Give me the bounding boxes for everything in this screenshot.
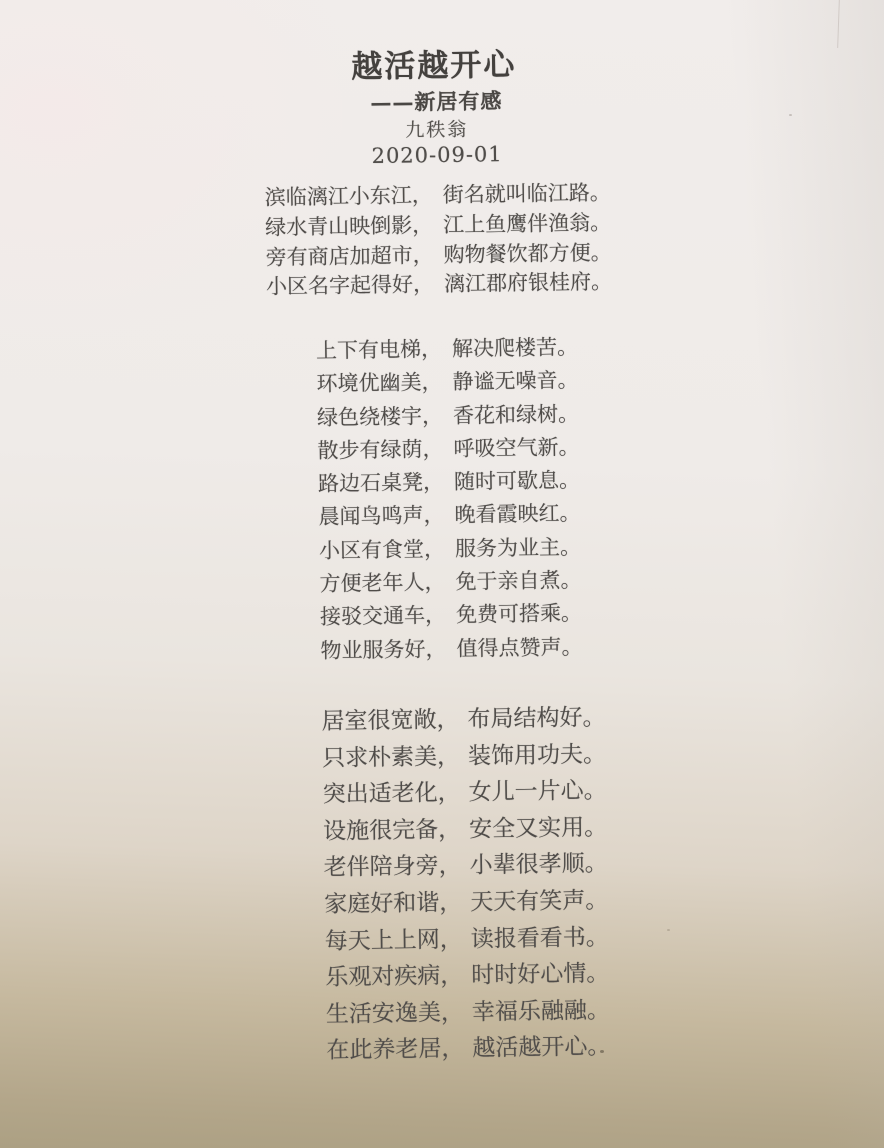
verse-line — [320, 631, 582, 668]
verse-right: 漓江郡府银桂府。 — [443, 269, 613, 297]
verse-left: 路边石桌凳， — [317, 470, 445, 497]
verse-right: 时时好心情。 — [471, 960, 610, 989]
verse-line — [316, 331, 578, 368]
verse-right: 读报看看书。 — [470, 924, 609, 953]
verse-right: 静谧无噪音。 — [452, 368, 579, 395]
verse-right: 越活越开心。 — [472, 1033, 611, 1062]
verse-line — [326, 992, 611, 1033]
verse-left: 散步有绿荫， — [317, 436, 444, 463]
verse-line — [318, 464, 580, 501]
verse-right: 呼吸空气新。 — [453, 434, 580, 461]
verse-left: 绿色绕楼宇， — [316, 403, 444, 430]
poem-date: 2020-09-01 — [371, 142, 503, 169]
verse-right: 值得点赞声。 — [456, 634, 583, 661]
verse-left: 小区名字起得好， — [265, 272, 435, 299]
verse-left: 物业服务好， — [320, 636, 447, 663]
verse-left: 上下有电梯， — [315, 336, 443, 363]
verse-right: 安全又实用。 — [468, 814, 608, 843]
verse-left: 接驳交通车， — [319, 603, 447, 630]
verse-left: 家庭好和谐， — [324, 889, 463, 918]
verse-right: 天天有笑声。 — [470, 887, 609, 916]
verse-left: 老伴陪身旁， — [323, 853, 462, 882]
verse-right: 女儿一片心。 — [468, 777, 607, 806]
verse-right: 幸福乐融融。 — [471, 997, 611, 1026]
verse-left: 在此养老居， — [326, 1036, 465, 1065]
verse-right: 香花和绿树。 — [452, 401, 580, 428]
verse-line — [318, 497, 580, 534]
poem-title: 越活越开心 — [351, 46, 517, 86]
verse-line — [320, 597, 582, 634]
verse-left: 只求朴素美， — [321, 743, 461, 772]
verse-right: 随时可歇息。 — [453, 468, 581, 495]
stanza-2 — [316, 331, 583, 668]
verse-right: 装饰用功夫。 — [467, 741, 607, 770]
verse-left: 旁有商店加超市， — [265, 242, 434, 270]
verse-right: 购物餐饮都方便。 — [443, 240, 612, 267]
verse-right: 小辈很孝顺。 — [469, 850, 608, 880]
verse-left: 环境优幽美， — [316, 370, 443, 397]
verse-left: 滨临漓江小东江， — [264, 183, 433, 210]
verse-line — [323, 846, 608, 887]
verse-left: 小区有食堂， — [318, 536, 446, 563]
verse-left: 设施很完备， — [322, 816, 462, 845]
verse-left: 方便老年人， — [319, 570, 446, 596]
verse-line — [319, 564, 581, 601]
verse-line — [317, 398, 579, 435]
verse-line — [323, 809, 608, 850]
poem-subtitle: ——新居有感 — [370, 88, 503, 116]
verse-left: 居室很宽敞， — [321, 706, 460, 735]
verse-line — [324, 883, 609, 924]
verse-line — [326, 1029, 611, 1070]
verse-line — [321, 700, 606, 741]
verse-line — [319, 531, 581, 568]
verse-right: 服务为业主。 — [454, 534, 582, 561]
verse-line — [316, 364, 578, 401]
verse-left: 绿水青山映倒影， — [265, 212, 434, 240]
verse-right: 解决爬楼苦。 — [451, 334, 579, 361]
verse-right: 晚看霞映红。 — [454, 501, 581, 528]
verse-line — [325, 956, 610, 997]
verse-right: 街名就叫临江路。 — [442, 180, 611, 207]
verse-right: 免于亲自煮。 — [455, 568, 582, 594]
verse-line — [266, 268, 612, 303]
verse-line — [325, 919, 610, 960]
verse-right: 布局结构好。 — [467, 704, 606, 733]
verse-left: 晨闻鸟鸣声， — [318, 503, 445, 530]
verse-right: 江上鱼鹰伴渔翁。 — [443, 210, 612, 237]
verse-left: 乐观对疾病， — [325, 962, 464, 991]
verse-left: 每天上上网， — [324, 926, 463, 955]
stanza-3 — [321, 700, 610, 1070]
verse-right: 免费可搭乘。 — [455, 601, 583, 628]
verse-left: 突出适老化， — [322, 779, 461, 808]
verse-line — [322, 736, 607, 777]
stanza-1 — [265, 178, 613, 302]
verse-line — [317, 431, 579, 468]
verse-line — [322, 773, 607, 814]
poem-author: 九秩翁 — [405, 118, 469, 142]
verse-left: 生活安逸美， — [325, 999, 465, 1028]
